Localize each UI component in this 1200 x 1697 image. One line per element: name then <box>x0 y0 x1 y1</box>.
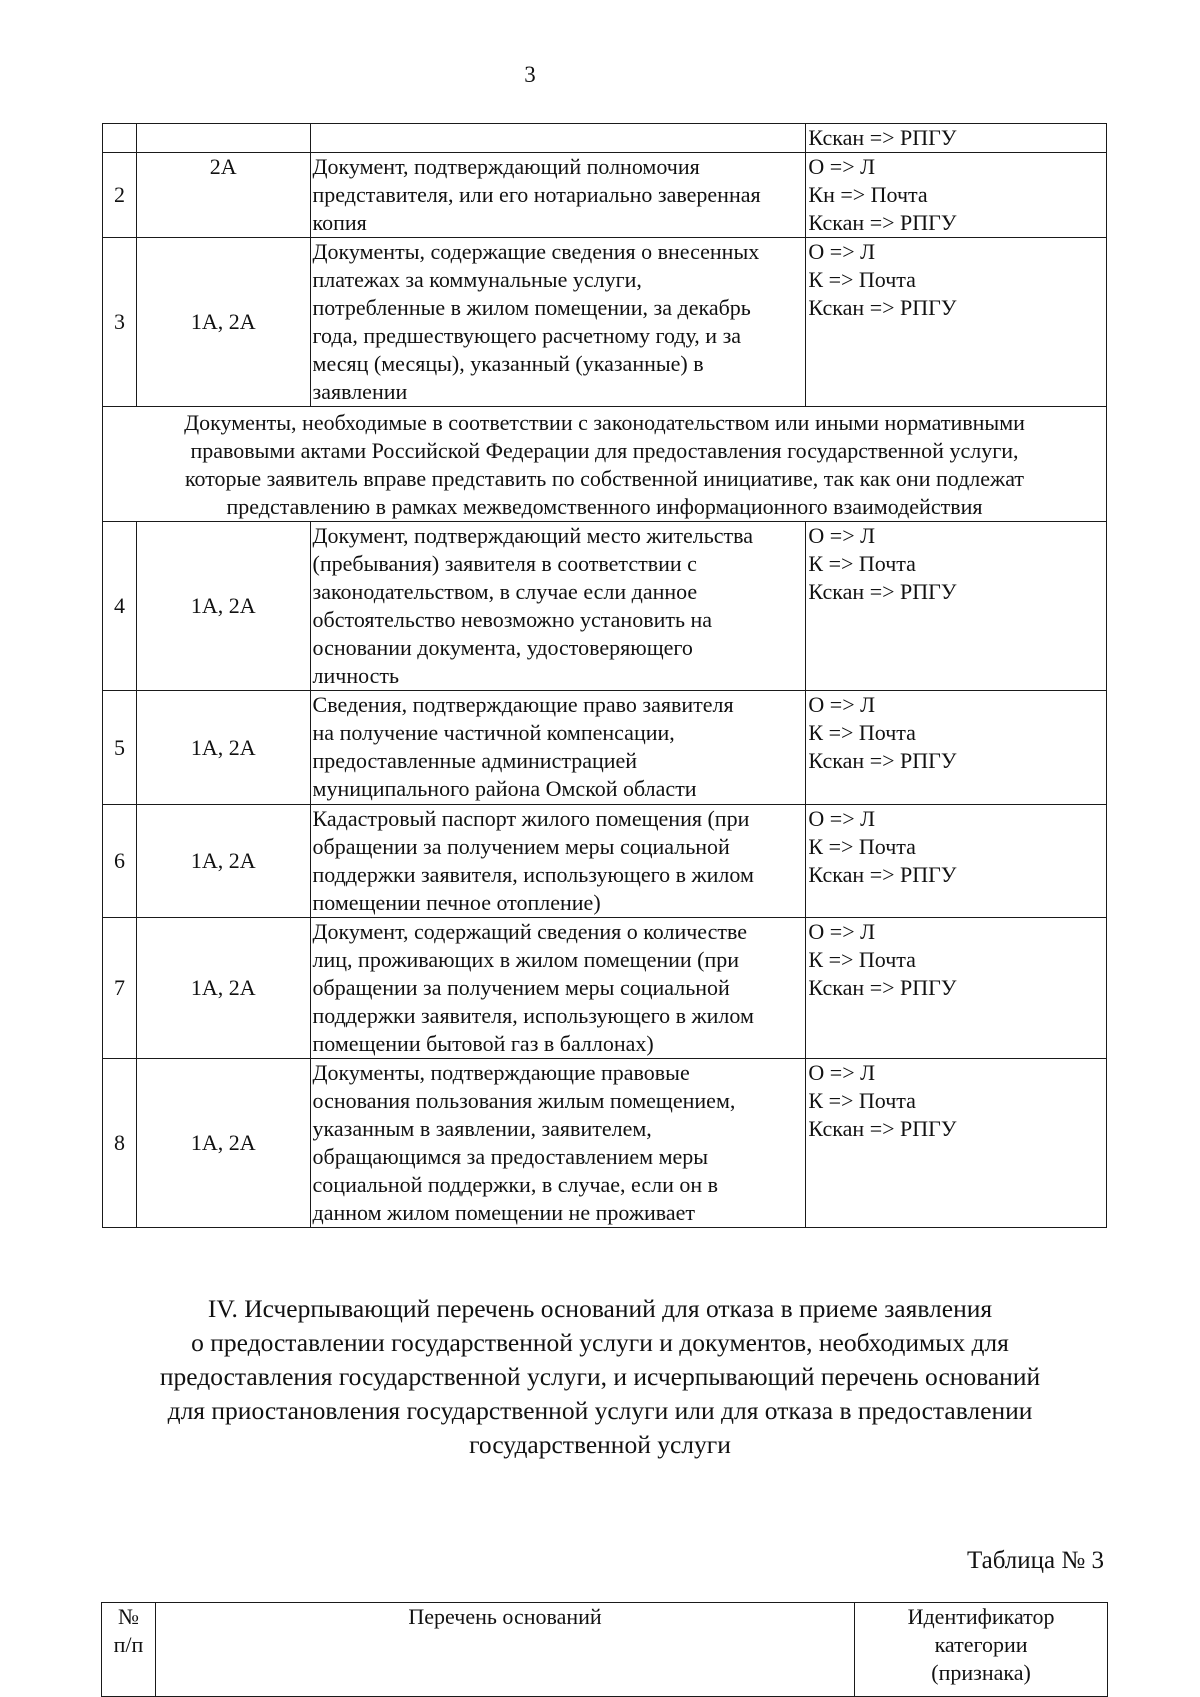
row-number: 3 <box>103 238 137 407</box>
document-line: данном жилом помещении не проживает <box>312 1200 696 1225</box>
row-category: 2А <box>136 153 310 238</box>
document-line: обращающимся за предоставлением меры <box>312 1144 709 1169</box>
document-line: потребленные в жилом помещении, за декабрь <box>312 295 751 320</box>
heading-line: о предоставлении государственной услуги и документов, необходимых для <box>191 1328 1009 1357</box>
method-line: О => Л <box>808 523 876 548</box>
method-line: О => Л <box>808 919 876 944</box>
method-line: О => Л <box>808 692 876 717</box>
document-line: Кадастровый паспорт жилого помещения (при <box>312 806 750 831</box>
method-line: Кскан => РПГУ <box>808 210 957 235</box>
section-note-line: представлению в рамках межведомственного информационного взаимодействия <box>226 494 983 519</box>
document-line: основания пользования жилым помещением, <box>312 1088 736 1113</box>
row-document <box>310 918 806 1059</box>
section-note-line: правовыми актами Российской Федерации для предоставления государственной услуги, <box>190 438 1019 463</box>
method-line: О => Л <box>808 239 876 264</box>
document-line: копия <box>312 210 367 235</box>
document-line: месяц (месяцы), указанный (указанные) в <box>312 351 704 376</box>
row-category: 1А, 2А <box>136 1059 310 1228</box>
row-methods <box>806 522 1107 691</box>
section-note-line: которые заявитель вправе представить по собственной инициативе, так как они подлежат <box>184 466 1025 491</box>
document-line: муниципального района Омской области <box>312 776 697 801</box>
row-number: 7 <box>103 918 137 1059</box>
document-line: представителя, или его нотариально заверенная <box>312 182 761 207</box>
method-line: Кскан => РПГУ <box>808 1116 957 1141</box>
row-document <box>310 522 806 691</box>
heading-line: предоставления государственной услуги, и исчерпывающий перечень оснований <box>159 1362 1041 1391</box>
row-document <box>310 805 806 918</box>
document-line: социальной поддержки, в случае, если он в <box>312 1172 719 1197</box>
method-line: О => Л <box>808 806 876 831</box>
method-line: К => Почта <box>808 834 916 859</box>
document-line: обращении за получением меры социальной <box>312 975 730 1000</box>
row-category: 1А, 2А <box>136 918 310 1059</box>
document-line: основании документа, удостоверяющего <box>312 635 693 660</box>
method-line: Кскан => РПГУ <box>808 748 957 773</box>
method-line: Кскан => РПГУ <box>808 862 957 887</box>
method-line: Кскан => РПГУ <box>808 125 957 150</box>
table-row <box>103 238 1107 407</box>
heading-line: IV. Исчерпывающий перечень оснований для отказа в приеме заявления <box>207 1294 993 1323</box>
row-number: 6 <box>103 805 137 918</box>
documents-table <box>102 123 1107 1228</box>
table-row <box>103 1059 1107 1228</box>
method-line: О => Л <box>808 154 876 179</box>
row-methods <box>806 124 1107 153</box>
method-line: К => Почта <box>808 1088 916 1113</box>
table-row <box>103 691 1107 805</box>
document-line: предоставленные администрацией <box>312 748 638 773</box>
row-methods <box>806 238 1107 407</box>
document-line: помещении печное отопление) <box>312 890 601 915</box>
row-document <box>310 238 806 407</box>
document-line: помещении бытовой газ в баллонах) <box>312 1031 654 1056</box>
document-line: законодательством, в случае если данное <box>312 579 698 604</box>
header-identifier: Идентификатор категории (признака) <box>855 1603 1108 1697</box>
section-heading <box>60 1292 1140 1462</box>
row-category <box>136 124 310 153</box>
document-line: на получение частичной компенсации, <box>312 720 675 745</box>
row-number <box>103 124 137 153</box>
row-number: 8 <box>103 1059 137 1228</box>
row-number: 2 <box>103 153 137 238</box>
heading-line: государственной услуги <box>469 1430 731 1459</box>
document-line: обстоятельство невозможно установить на <box>312 607 713 632</box>
document-line: Документ, подтверждающий полномочия <box>312 154 700 179</box>
row-number: 5 <box>103 691 137 805</box>
document-line: года, предшествующего расчетному году, и за <box>312 323 742 348</box>
reasons-header-row <box>102 1603 1108 1697</box>
row-category: 1А, 2А <box>136 691 310 805</box>
table-row <box>103 522 1107 691</box>
document-line: Документы, содержащие сведения о внесенных <box>312 239 760 264</box>
row-number: 4 <box>103 522 137 691</box>
table-row <box>103 805 1107 918</box>
method-line: О => Л <box>808 1060 876 1085</box>
row-document <box>310 124 806 153</box>
row-document <box>310 1059 806 1228</box>
document-line: личность <box>312 663 400 688</box>
document-line: Документ, содержащий сведения о количестве <box>312 919 748 944</box>
document-line: Документ, подтверждающий место жительства <box>312 523 754 548</box>
table-row <box>103 918 1107 1059</box>
row-methods <box>806 805 1107 918</box>
method-line: К => Почта <box>808 551 916 576</box>
row-document <box>310 153 806 238</box>
section-note-line: Документы, необходимые в соответствии с законодательством или иными нормативными <box>184 410 1025 435</box>
row-category: 1А, 2А <box>136 238 310 407</box>
header-reasons: Перечень оснований <box>155 1603 854 1697</box>
method-line: К => Почта <box>808 947 916 972</box>
table-caption: Таблица № 3 <box>966 1547 1104 1574</box>
document-line: Документы, подтверждающие правовые <box>312 1060 690 1085</box>
document-line: поддержки заявителя, использующего в жилом <box>312 1003 754 1028</box>
row-category: 1А, 2А <box>136 522 310 691</box>
reasons-table <box>101 1602 1108 1697</box>
header-number: № п/п <box>102 1603 156 1697</box>
table-row <box>103 153 1107 238</box>
row-methods <box>806 691 1107 805</box>
heading-line: для приостановления государственной услуги или для отказа в предоставлении <box>167 1396 1033 1425</box>
method-line: К => Почта <box>808 267 916 292</box>
method-line: Кн => Почта <box>808 182 928 207</box>
method-line: Кскан => РПГУ <box>808 975 957 1000</box>
document-line: (пребывания) заявителя в соответствии с <box>312 551 697 576</box>
page-number: 3 <box>524 62 536 87</box>
document-line: поддержки заявителя, использующего в жилом <box>312 862 754 887</box>
table-row-continued <box>103 124 1107 153</box>
document-line: Сведения, подтверждающие право заявителя <box>312 692 734 717</box>
row-methods <box>806 153 1107 238</box>
row-category: 1А, 2А <box>136 805 310 918</box>
document-line: платежах за коммунальные услуги, <box>312 267 642 292</box>
document-line: лиц, проживающих в жилом помещении (при <box>312 947 740 972</box>
document-line: заявлении <box>312 379 408 404</box>
section-note <box>103 407 1107 522</box>
section-note-row <box>103 407 1107 522</box>
row-document <box>310 691 806 805</box>
row-methods <box>806 1059 1107 1228</box>
method-line: Кскан => РПГУ <box>808 579 957 604</box>
row-methods <box>806 918 1107 1059</box>
method-line: Кскан => РПГУ <box>808 295 957 320</box>
method-line: К => Почта <box>808 720 916 745</box>
document-line: указанным в заявлении, заявителем, <box>312 1116 652 1141</box>
document-line: обращении за получением меры социальной <box>312 834 730 859</box>
